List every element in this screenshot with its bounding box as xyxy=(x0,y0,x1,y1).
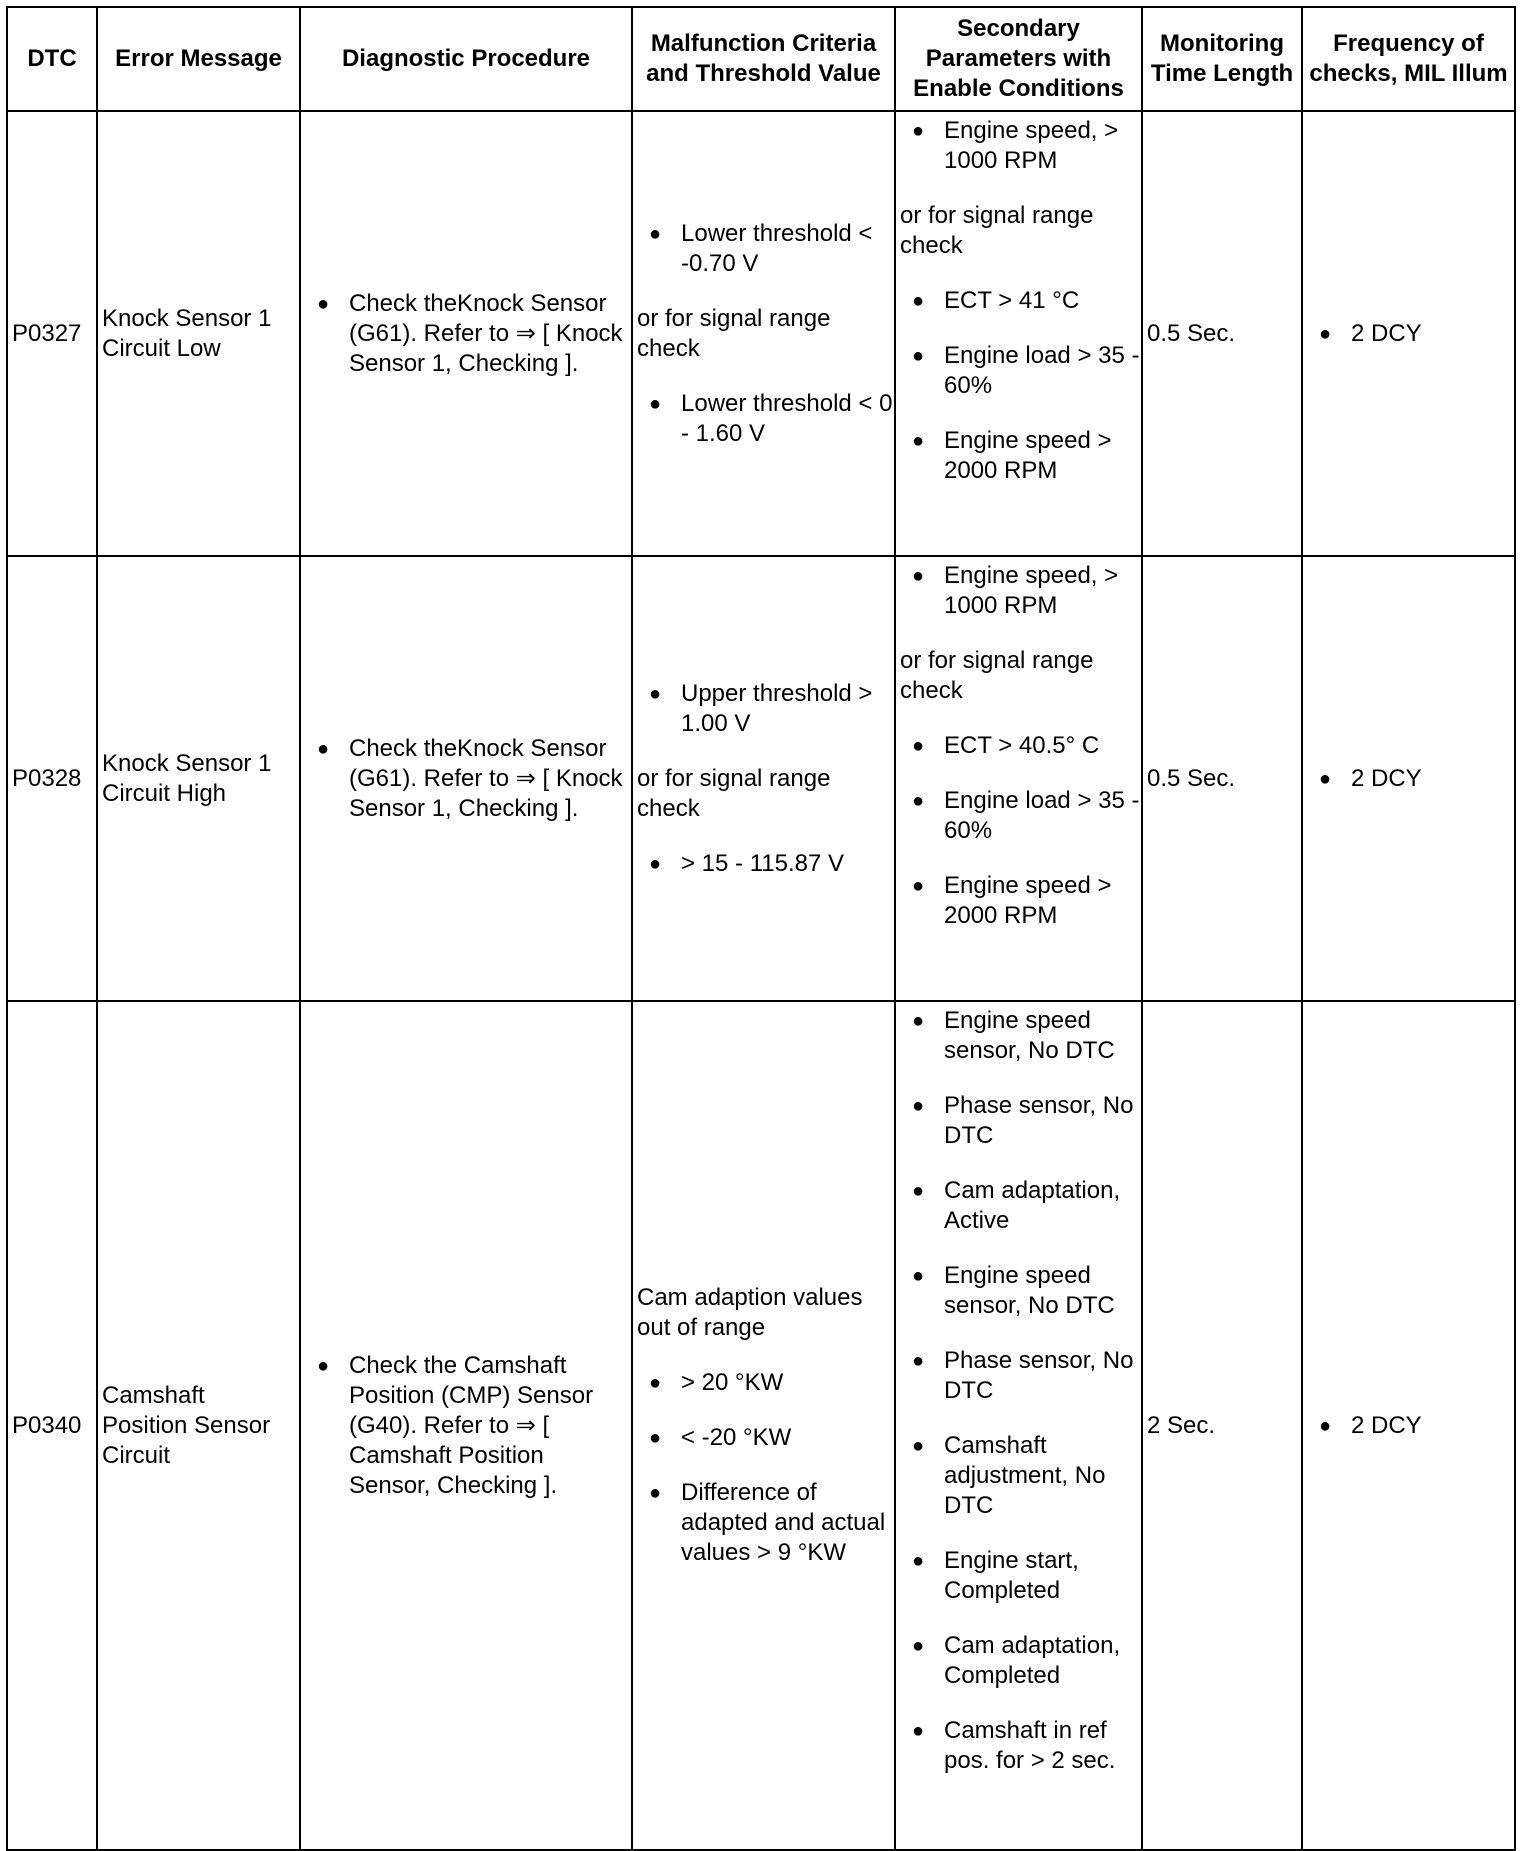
list-item: ● Camshaft adjustment, No DTC xyxy=(896,1431,1141,1521)
cell-error-message: Knock Sensor 1 Circuit High xyxy=(97,556,300,1001)
list-item: ● < -20 °KW xyxy=(633,1423,894,1453)
list-item: ● > 15 - 115.87 V xyxy=(633,849,894,879)
cell-error-message: Camshaft Position Sensor Circuit xyxy=(97,1001,300,1850)
cell-criteria xyxy=(632,111,895,556)
cell-monitoring-time: 2 Sec. xyxy=(1142,1001,1302,1850)
cell-monitoring-time: 0.5 Sec. xyxy=(1142,556,1302,1001)
cell-secondary xyxy=(895,1001,1142,1850)
list-item: ● Engine load > 35 - 60% xyxy=(896,341,1141,401)
list-item: ● Engine speed, > 1000 RPM xyxy=(896,561,1141,621)
cell-procedure xyxy=(300,1001,632,1850)
header-secondary-parameters: Secondary Parameters with Enable Conditions xyxy=(895,7,1142,111)
header-diagnostic-procedure: Diagnostic Procedure xyxy=(300,7,632,111)
criteria-text: Cam adaption values out of range xyxy=(637,1284,863,1341)
criteria-text: or for signal range check xyxy=(637,304,831,362)
list-item: ● Engine speed sensor, No DTC xyxy=(896,1261,1141,1321)
list-item: ● Engine speed sensor, No DTC xyxy=(896,1006,1141,1066)
cell-error-message: Knock Sensor 1 Circuit Low xyxy=(97,111,300,556)
cell-frequency xyxy=(1302,556,1515,1001)
header-row xyxy=(7,7,1515,111)
cell-dtc: P0328 xyxy=(7,556,97,1001)
dtc-table xyxy=(6,6,1516,1851)
cell-dtc: P0327 xyxy=(7,111,97,556)
list-item: ● Lower threshold < -0.70 V xyxy=(633,219,894,279)
header-dtc: DTC xyxy=(7,7,97,111)
list-item: ● Engine speed > 2000 RPM xyxy=(896,871,1141,931)
table-row xyxy=(7,111,1515,556)
list-item: ● 2 DCY xyxy=(1303,319,1514,349)
table-row xyxy=(7,1001,1515,1850)
list-item: ● Lower threshold < 0 - 1.60 V xyxy=(633,389,894,449)
list-item: ● Difference of adapted and actual values > 9 °KW xyxy=(633,1478,894,1568)
cell-procedure xyxy=(300,556,632,1001)
list-item: ● Engine start, Completed xyxy=(896,1546,1141,1606)
header-malfunction-criteria: Malfunction Criteria and Threshold Value xyxy=(632,7,895,111)
list-item: ● Check theKnock Sensor (G61). Refer to ⇒ [ Knock Sensor 1, Checking ]. xyxy=(301,734,631,824)
cell-criteria xyxy=(632,556,895,1001)
header-error-message: Error Message xyxy=(97,7,300,111)
cell-frequency xyxy=(1302,1001,1515,1850)
cell-secondary xyxy=(895,111,1142,556)
cell-criteria xyxy=(632,1001,895,1850)
criteria-text: or for signal range check xyxy=(637,764,831,822)
list-item: ● > 20 °KW xyxy=(633,1368,894,1398)
list-item: ● Engine speed, > 1000 RPM xyxy=(896,116,1141,176)
cell-secondary xyxy=(895,556,1142,1001)
list-item: ● Engine load > 35 - 60% xyxy=(896,786,1141,846)
table-row xyxy=(7,556,1515,1001)
cell-procedure xyxy=(300,111,632,556)
list-item: ● Engine speed > 2000 RPM xyxy=(896,426,1141,486)
cell-frequency xyxy=(1302,111,1515,556)
list-item: ● Cam adaptation, Active xyxy=(896,1176,1141,1236)
list-item: ● Check theKnock Sensor (G61). Refer to ⇒ [ Knock Sensor 1, Checking ]. xyxy=(301,289,631,379)
list-item: ● Cam adaptation, Completed xyxy=(896,1631,1141,1691)
list-item: ● Upper threshold > 1.00 V xyxy=(633,679,894,739)
header-monitoring-time: Monitoring Time Length xyxy=(1142,7,1302,111)
cell-dtc: P0340 xyxy=(7,1001,97,1850)
list-item: ● 2 DCY xyxy=(1303,1411,1514,1441)
list-item: ● Phase sensor, No DTC xyxy=(896,1346,1141,1406)
list-item: ● 2 DCY xyxy=(1303,764,1514,794)
header-frequency: Frequency of checks, MIL Illum xyxy=(1302,7,1515,111)
cell-monitoring-time: 0.5 Sec. xyxy=(1142,111,1302,556)
list-item: ● Check the Camshaft Position (CMP) Sensor (G40). Refer to ⇒ [ Camshaft Position Sensor, Checking ]. xyxy=(301,1351,631,1501)
secondary-text: or for signal range check xyxy=(900,202,1094,259)
list-item: ● Phase sensor, No DTC xyxy=(896,1091,1141,1151)
list-item: ● ECT > 40.5° C xyxy=(896,731,1141,761)
list-item: ● ECT > 41 °C xyxy=(896,286,1141,316)
list-item: ● Camshaft in ref pos. for > 2 sec. xyxy=(896,1716,1141,1776)
secondary-text: or for signal range check xyxy=(900,647,1094,704)
